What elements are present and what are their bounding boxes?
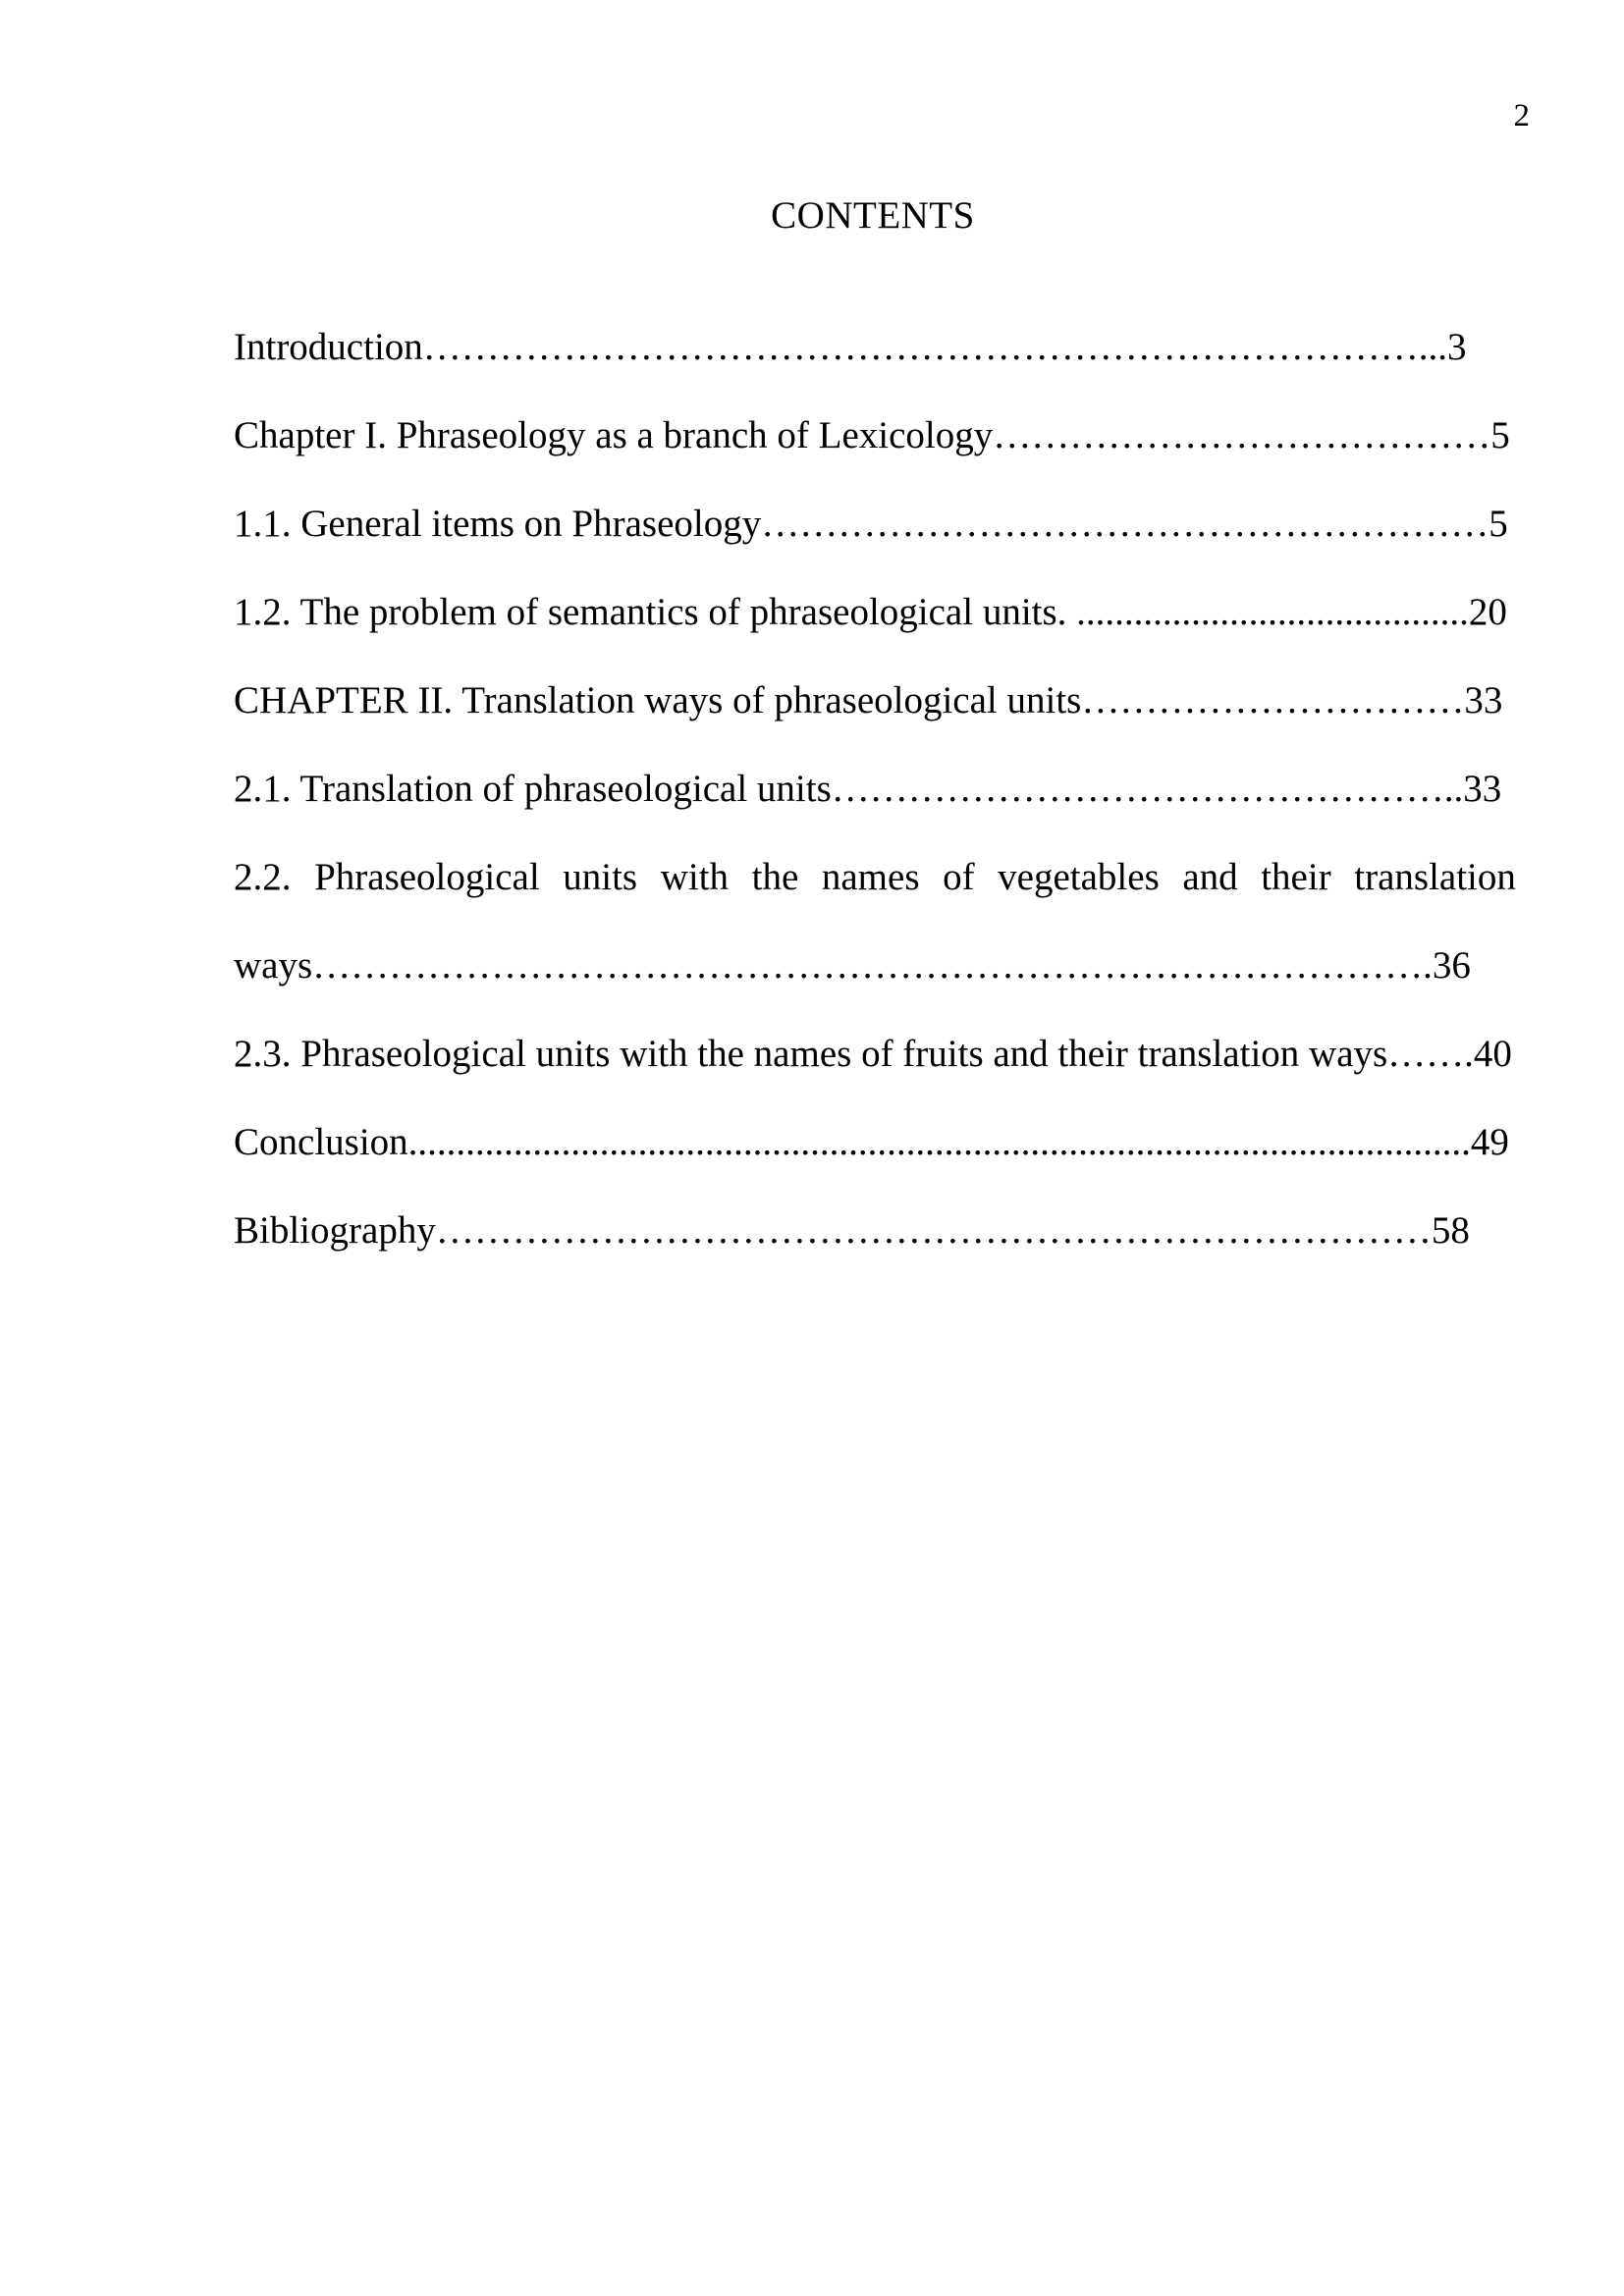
toc-word: the: [751, 856, 799, 898]
toc-entry-bibliography: Bibliography……………………………………………………………………58: [234, 1209, 1470, 1252]
toc-entry-1-1: 1.1. General items on Phraseology…………………………………………………5: [234, 503, 1508, 545]
table-of-contents: [234, 324, 1516, 1296]
toc-word: units: [563, 856, 638, 898]
toc-entry-1-2: 1.2. The problem of semantics of phraseological units. .........................................20: [234, 591, 1507, 633]
toc-entry-2-1: 2.1. Translation of phraseological units…………………………………………..33: [234, 768, 1502, 810]
toc-entry-2-2-first-line: [234, 854, 1516, 942]
toc-entry-2-3: 2.3. Phraseological units with the names of fruits and their translation ways…….40: [234, 1033, 1512, 1075]
toc-word: and: [1182, 856, 1238, 898]
toc-word: vegetables: [998, 856, 1160, 898]
toc-word: of: [943, 856, 975, 898]
toc-word: their: [1261, 856, 1331, 898]
contents-title: CONTENTS: [771, 194, 975, 237]
toc-entry-conclusion: Conclusion...............................................................................................................49: [234, 1121, 1509, 1163]
page-number: 2: [1513, 98, 1530, 133]
toc-entry-2-2-second-line: ways…………………………………………………………………………….36: [234, 944, 1471, 987]
toc-word: translation: [1354, 856, 1516, 898]
toc-word: 2.2.: [234, 856, 292, 898]
toc-word: names: [821, 856, 920, 898]
toc-entry-introduction: Introduction……………………………………………………………………...3: [234, 326, 1467, 368]
toc-word: with: [660, 856, 730, 898]
toc-entry-chapter-1: Chapter I. Phraseology as a branch of Lexicology…………………………………5: [234, 414, 1510, 456]
toc-word: Phraseological: [314, 856, 540, 898]
toc-entry-chapter-2: CHAPTER II. Translation ways of phraseological units…………………………33: [234, 679, 1503, 721]
